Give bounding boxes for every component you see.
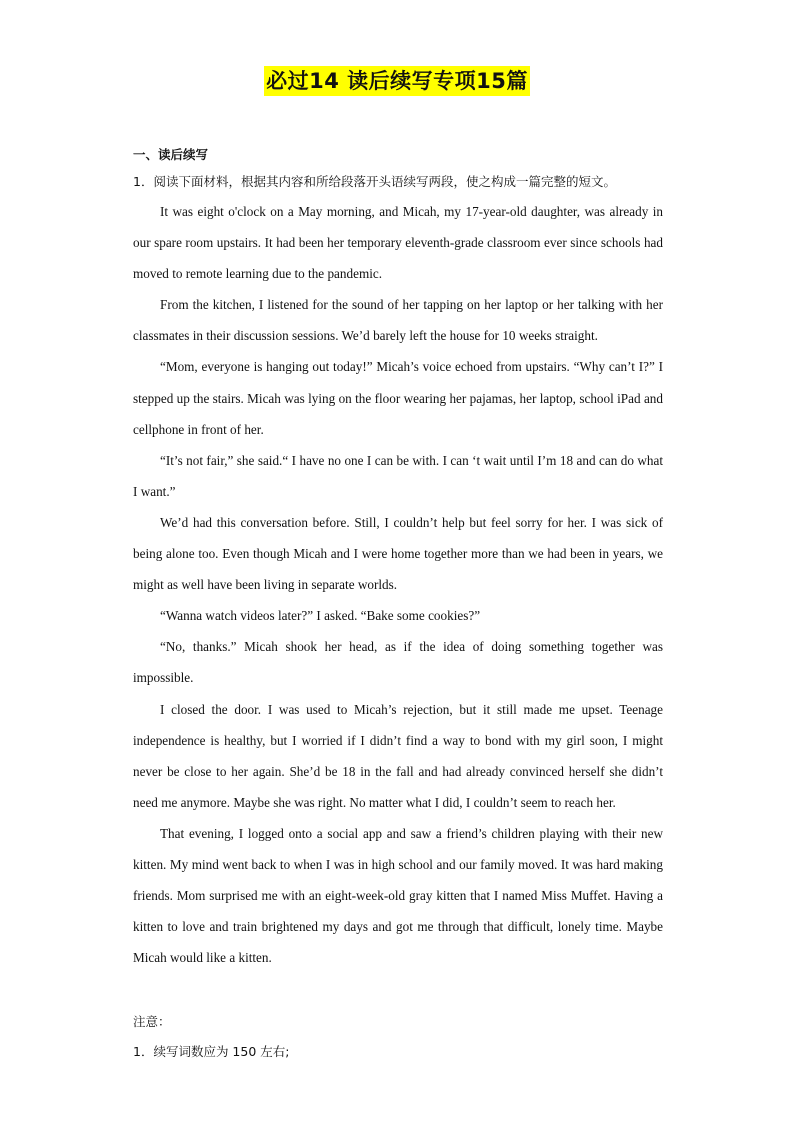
paragraph: From the kitchen, I listened for the sound of her tapping on her laptop or her talking with her classmates in their discussion sessions. We’d barely left the house for 10 weeks straight. [133, 297, 663, 344]
section-heading: 一、读后续写 [133, 147, 209, 162]
paragraph: That evening, I logged onto a social app and saw a friend’s children playing with their new kitten. My mind went back to when I was in high school and our family moved. It was hard making friends. Mom surprised me with an eight-week-old gray kitten that I named Miss Muffet. Having a kitten to love and train brightened my days and got me through that difficult, lonely time. Maybe Micah would like a kitten. [133, 825, 663, 966]
paragraph: “It’s not fair,” she said.“ I have no one I can be with. I can ‘t wait until I’m 18 and can do what I want.” [133, 452, 663, 499]
passage [133, 196, 663, 973]
task-instruction: 1．阅读下面材料，根据其内容和所给段落开头语续写两段，使之构成一篇完整的短文。 [133, 174, 616, 189]
paragraph: “Mom, everyone is hanging out today!” Micah’s voice echoed from upstairs. “Why can’t I?” I stepped up the stairs. Micah was lying on the floor wearing her pajamas, her laptop, school iPad and cellphone in front of her. [133, 359, 663, 437]
note-item: 1．续写词数应为 150 左右; [133, 1044, 290, 1059]
title-container [0, 66, 794, 96]
paragraph: “Wanna watch videos later?” I asked. “Bake some cookies?” [160, 608, 481, 624]
page-title: 必过14 读后续写专项15篇 [264, 66, 530, 96]
paragraph: I closed the door. I was used to Micah’s rejection, but it still made me upset. Teenage independence is healthy, but I worried if I didn’t find a way to bond with my girl soon, I might never be close to her again. She’d be 18 in the fall and had already convinced herself she didn’t need me anymore. Maybe she was right. No matter what I did, I couldn’t seem to reach her. [133, 701, 663, 810]
paragraph: We’d had this conversation before. Still, I couldn’t help but feel sorry for her. I was sick of being alone too. Even though Micah and I were home together more than we had been in years, we might as well have been living in separate worlds. [133, 514, 663, 593]
paragraph: It was eight o'clock on a May morning, and Micah, my 17-year-old daughter, was already in our spare room upstairs. It had been her temporary eleventh-grade classroom ever since schools had moved to remote learning due to the pandemic. [133, 204, 663, 282]
note-label: 注意： [133, 1014, 171, 1029]
paragraph: “No, thanks.” Micah shook her head, as if the idea of doing something together was impossible. [133, 639, 663, 686]
